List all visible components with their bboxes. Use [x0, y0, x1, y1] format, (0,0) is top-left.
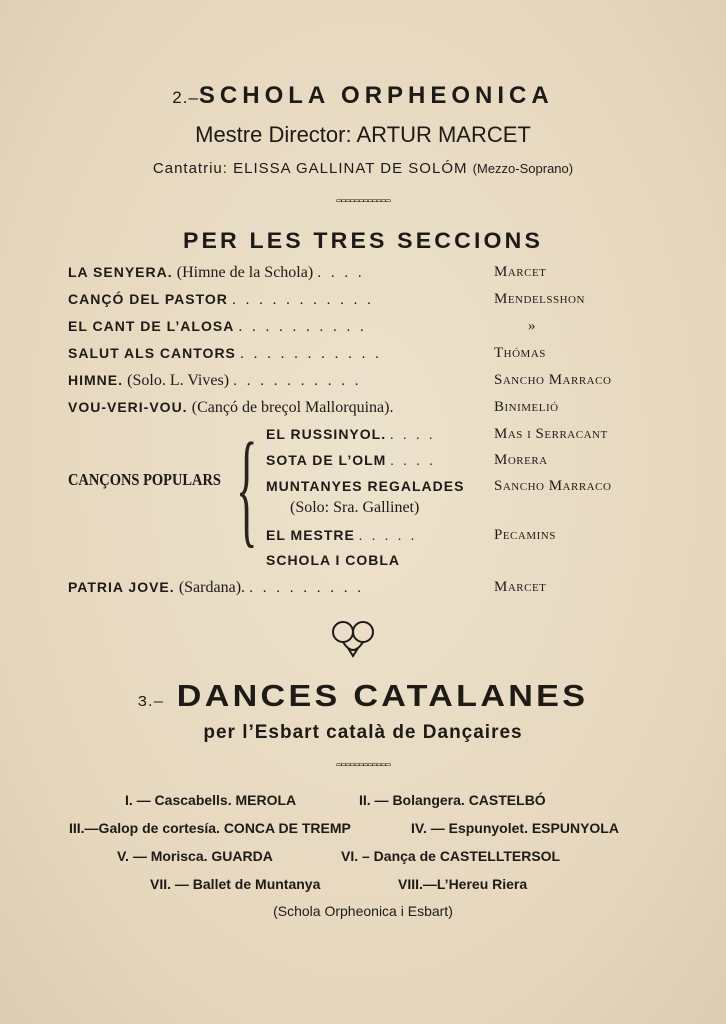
composer: Morera — [494, 452, 548, 468]
subheading: PER LES TRES SECCIONS — [182, 228, 544, 253]
composer: Thómas — [494, 345, 546, 361]
composer: Pecamins — [494, 527, 556, 543]
song-solo-note: (Solo: Sra. Gallinet) — [290, 499, 420, 516]
leader-dots: . . . . . . . . . . . — [232, 292, 374, 308]
singer-name: ELISSA GALLINAT DE SOLÓM — [233, 160, 468, 177]
leader-dots: . . . . — [389, 428, 436, 443]
dance-item: V. — Morisca. GUARDA — [117, 848, 273, 864]
footnote: (Schola Orpheonica i Esbart) — [273, 903, 453, 919]
composer: Marcet — [494, 264, 547, 280]
popular-song — [266, 452, 436, 470]
piece-title: VOU-VERI-VOU. — [68, 399, 188, 415]
piece-title: PATRIA JOVE. — [68, 579, 175, 595]
section-3-subtitle: per l’Esbart català de Dançaires — [203, 722, 523, 743]
dance-item: II. — Bolangera. CASTELBÓ — [359, 792, 546, 808]
ornament-divider: ▭▭▭▭▭▭▭▭▭▭▭▭ — [336, 196, 390, 206]
section-dash: – — [188, 88, 199, 107]
dance-item: VIII.—L’Hereu Riera — [398, 876, 528, 892]
singer-label: Cantatriu: — [152, 160, 228, 177]
popular-song — [266, 478, 464, 494]
dance-item: III.—Galop de cortesía. CONCA DE TREMP — [69, 820, 351, 836]
piece-note: (Sardana). — [178, 579, 246, 596]
section-3-title — [0, 678, 726, 714]
piece-title: CANÇÓ DEL PASTOR — [68, 291, 228, 307]
leader-dots: . . . . . — [358, 529, 418, 544]
singer-line — [0, 160, 726, 177]
leader-dots: . . . . . . . . . . — [233, 373, 362, 389]
leader-dots: . . . . . . . . . — [249, 580, 364, 596]
program-row — [68, 399, 648, 421]
composer: Sancho Marraco — [494, 372, 612, 388]
dance-item: VI. – Dança de CASTELLTERSOL — [341, 848, 561, 864]
leader-dots: . . . . . . . . . . . — [240, 346, 382, 362]
leader-dots: . . . . — [390, 454, 436, 469]
piece-title: EL CANT DE L’ALOSA — [68, 318, 235, 334]
piece-note: (Himne de la Schola) — [176, 264, 314, 281]
section-title-text: SCHOLA ORPHEONICA — [198, 82, 554, 109]
schola-cobla — [266, 552, 400, 568]
popular-song — [266, 426, 435, 444]
song-title: MUNTANYES REGALADES — [266, 478, 465, 494]
leader-dots: . . . . . . . . . . — [238, 319, 367, 335]
section-number: 3. — [137, 693, 154, 710]
piece-note: (Cançó de breçol Mallorquina). — [191, 399, 394, 416]
composer: Marcet — [494, 579, 547, 595]
section-title-text: DANCES CATALANES — [176, 678, 589, 713]
composer: Binimelió — [494, 399, 559, 415]
director-line: Mestre Director: ARTUR MARCET — [195, 122, 531, 147]
section-dash: – — [153, 693, 164, 710]
popular-song — [266, 527, 417, 545]
piece-note: (Solo. L. Vives) — [127, 372, 230, 389]
program-row — [68, 579, 648, 601]
composer: Sancho Marraco — [494, 478, 612, 494]
ornament-divider: ▭▭▭▭▭▭▭▭▭▭▭▭ — [336, 760, 390, 770]
program-row — [68, 318, 648, 340]
piece-title: SALUT ALS CANTORS — [68, 345, 236, 361]
ornament-icon — [328, 618, 378, 658]
dance-item: VII. — Ballet de Muntanya — [150, 876, 321, 892]
piece-title: HIMNE. — [68, 372, 123, 388]
song-title: EL RUSSINYOL. — [266, 426, 387, 442]
song-title: SOTA DE L’OLM — [266, 452, 387, 468]
section-2-title — [0, 82, 726, 110]
singer-voice: (Mezzo-Soprano) — [472, 161, 574, 176]
section-number: 2. — [172, 88, 189, 107]
piece-title: LA SENYERA. — [68, 264, 173, 280]
leader-dots: . . . . — [317, 265, 365, 281]
program-row — [68, 345, 648, 367]
composer: Mendelsshon — [494, 291, 585, 307]
popular-songs-label: CANÇONS POPULARS — [68, 470, 221, 489]
song-title: EL MESTRE — [266, 527, 355, 543]
dance-item: I. — Cascabells. MEROLA — [125, 792, 297, 808]
schola-cobla-text: SCHOLA I COBLA — [266, 552, 401, 568]
dance-item: IV. — Espunyolet. ESPUNYOLA — [411, 820, 619, 836]
composer: Mas i Serracant — [494, 426, 608, 442]
curly-brace-icon: { — [236, 417, 258, 559]
program-row — [68, 264, 648, 286]
composer: » — [528, 318, 536, 334]
